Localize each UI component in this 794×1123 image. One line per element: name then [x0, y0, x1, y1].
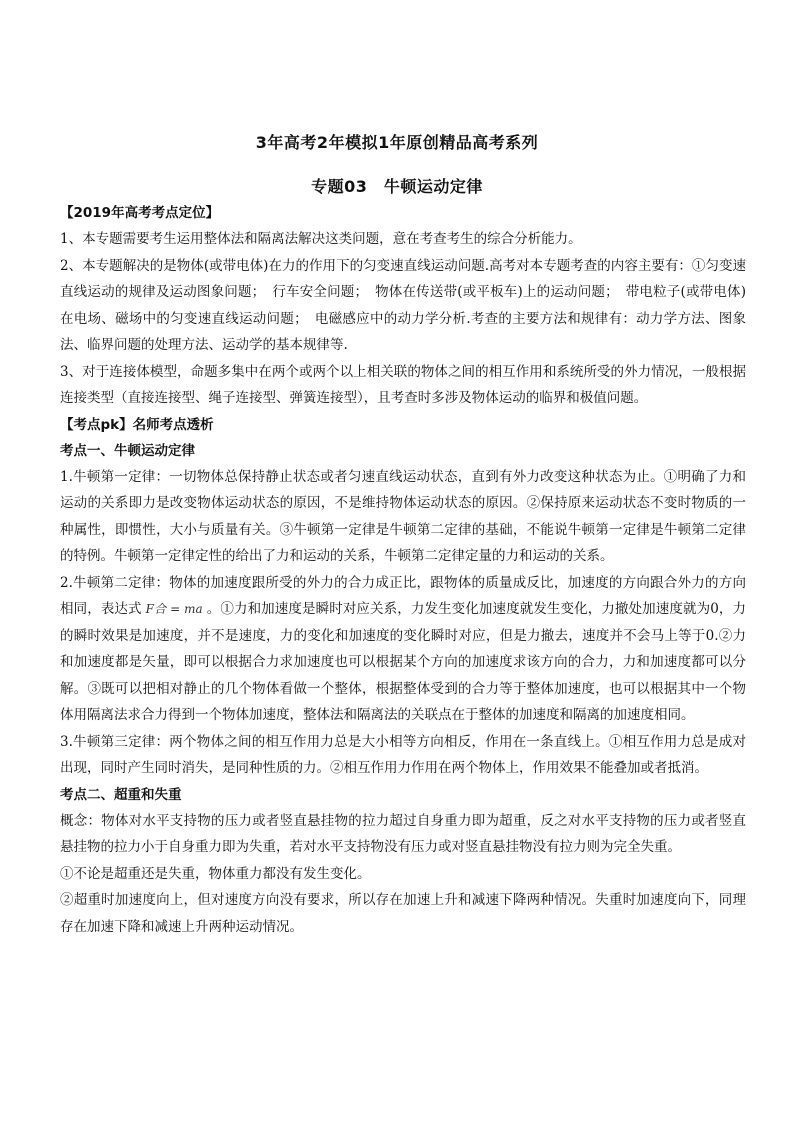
topic-heading-newton-laws: 考点一、牛顿运动定律 — [60, 442, 195, 459]
topic-heading-overweight: 考点二、超重和失重 — [60, 786, 182, 803]
section-heading-analysis: 【考点pk】名师考点透析 — [60, 416, 214, 433]
document-title: 3年高考2年模拟1年原创精品高考系列 — [255, 133, 539, 152]
newton-first-law: 1.牛顿第一定律：一切物体总保持静止状态或者匀速直线运动状态，直到有外力改变这种状态为止。①明确了力和运动的关系即力是改变物体运动状态的原因，不是维持物体运动状态的原因。②保持原来运动状态不变时物质的一种属性，即惯性，大小与质量有关。③牛顿第一定律是牛顿第二定律的基础，不能说牛顿第一定律是牛顿第二定律的特例。牛顿第一定律定性的给出了力和运动的关系，牛顿第二定律定量的力和运动的关系。 — [60, 468, 746, 564]
section-heading-exam-points: 【2019年高考考点定位】 — [60, 205, 220, 221]
paragraph-1: 1、本专题需要考生运用整体法和隔离法解决这类问题，意在考查考生的综合分析能力。 — [60, 231, 582, 247]
newton-second-law-intro: 2.牛顿第二定律：物体的加速度跟所受的外力的合力成正比，跟物体的质量成反比，加速度的方向跟合外力的方向相同，表达式 — [60, 574, 746, 617]
overweight-point-1: ①不论是超重还是失重，物体重力都没有发生变化。 — [60, 865, 371, 882]
newton-second-law — [60, 570, 746, 729]
document-subtitle: 专题03 牛顿运动定律 — [311, 177, 483, 196]
formula-f-equals-ma: F合 = ma — [145, 602, 203, 616]
overweight-concept: 概念：物体对水平支持物的压力或者竖直悬挂物的拉力超过自身重力即为超重，反之对水平支持物的压力或者竖直悬挂物的拉力小于自身重力即为失重，若对水平支持物没有压力或对竖直悬挂物没有拉力则为完全失重。 — [60, 812, 746, 855]
document-body — [60, 200, 746, 940]
newton-third-law: 3.牛顿第三定律：两个物体之间的相互作用力总是大小相等方向相反，作用在一条直线上。①相互作用力总是成对出现，同时产生同时消失，是同种性质的力。②相互作用力作用在两个物体上，作用效果不能叠加或者抵消。 — [60, 733, 746, 776]
overweight-point-2: ②超重时加速度向上，但对速度方向没有要求，所以存在加速上升和减速下降两种情况。失重时加速度向下，同理存在加速下降和减速上升两种运动情况。 — [60, 892, 746, 935]
paragraph-2: 2、本专题解决的是物体(或带电体)在力的作用下的匀变速直线运动问题.高考对本专题考查的内容主要有：①匀变速直线运动的规律及运动图象问题； 行车安全问题； 物体在传送带(或平板车)上的运动问题； 带电粒子(或带电体)在电场、磁场中的匀变速直线运动问题； 电磁感应中的动力学分析.考查的主要方法和规律有：动力学方法、图象法、临界问题的处理方法、运动学的基本规律等. — [60, 257, 746, 353]
paragraph-3: 3、对于连接体模型，命题多集中在两个或两个以上相关联的物体之间的相互作用和系统所受的外力情况，一般根据连接类型（直接连接型、绳子连接型、弹簧连接型），且考查时多涉及物体运动的临界和极值问题。 — [60, 363, 746, 406]
newton-second-law-details: 。①力和加速度是瞬时对应关系，力发生变化加速度就发生变化，力撤处加速度就为0，力的瞬时效果是加速度，并不是速度，力的变化和加速度的变化瞬时对应，但是力撤去，速度并不会马上等于0.②力和加速度都是矢量，即可以根据合力求加速度也可以根据某个方向的加速度求该方向的合力，力和加速度都可以分解。③既可以把相对静止的几个物体看做一个整体，根据整体受到的合力等于整体加速度，也可以根据其中一个物体用隔离法求合力得到一个物体加速度，整体法和隔离法的关联点在于整体的加速度和隔离的加速度相同。 — [60, 601, 747, 723]
